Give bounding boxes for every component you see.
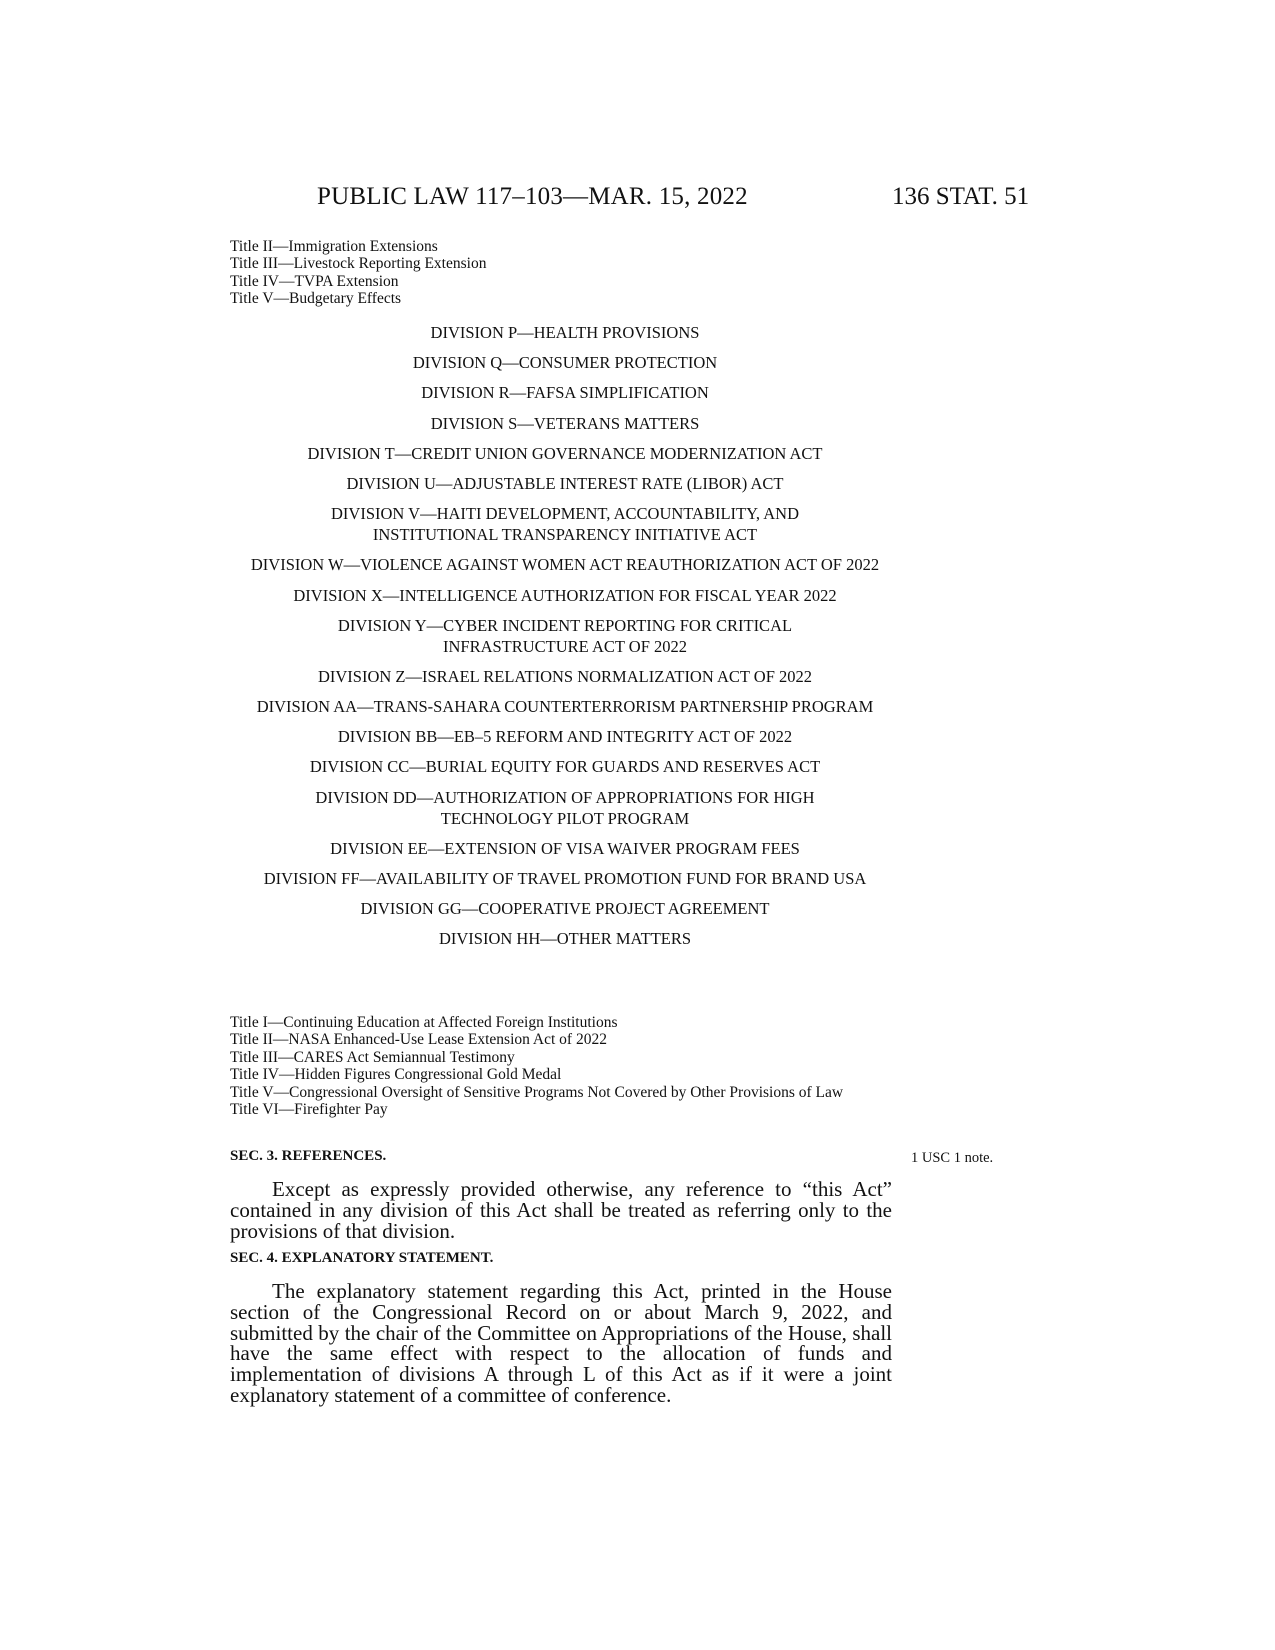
toc-item: Title V—Congressional Oversight of Sensitive Programs Not Covered by Other Provisions of Law [230,1083,844,1101]
division-heading: DIVISION Y—CYBER INCIDENT REPORTING FOR CRITICAL INFRASTRUCTURE ACT OF 2022 [337,615,793,656]
division-heading: DIVISION V—HAITI DEVELOPMENT, ACCOUNTABILITY, AND INSTITUTIONAL TRANSPARENCY INITIATIVE ACT [331,504,799,545]
toc-item: Title II—Immigration Extensions [230,238,438,255]
section-4-text: The explanatory statement regarding this Act, printed in the House section of the Congressional Record on or about March 9, 2022, and submitted by the chair of the Committee on Appropriations of the House, shall have the same effect with respect to the allocation of funds and implementation of divisions A through L of this Act as if it were a joint explanatory statement of a committee of conference. [230,1279,892,1407]
division-heading: DIVISION X—INTELLIGENCE AUTHORIZATION FOR FISCAL YEAR 2022 [293,585,837,605]
toc-titles-top [230,238,900,308]
division-heading: DIVISION DD—AUTHORIZATION OF APPROPRIATIONS FOR HIGH TECHNOLOGY PILOT PROGRAM [315,787,815,828]
division-heading: DIVISION FF—AVAILABILITY OF TRAVEL PROMOTION FUND FOR BRAND USA [263,869,867,888]
section-4-heading: SEC. 4. EXPLANATORY STATEMENT. [230,1250,494,1266]
section-3-heading: SEC. 3. REFERENCES. [230,1148,387,1164]
division-heading: DIVISION P—HEALTH PROVISIONS [430,323,700,342]
toc-item: Title III—Livestock Reporting Extension [230,255,487,273]
division-heading: DIVISION EE—EXTENSION OF VISA WAIVER PROGRAM FEES [330,838,800,858]
toc-titles-bottom [230,1014,900,1118]
section-3-text: Except as expressly provided otherwise, any reference to “this Act” contained in any division of this Act shall be treated as referring only to the provisions of that division. [230,1177,892,1243]
toc-item: Title IV—Hidden Figures Congressional Gold Medal [230,1066,562,1084]
division-heading: DIVISION Q—CONSUMER PROTECTION [412,353,718,373]
margin-note: 1 USC 1 note. [911,1150,994,1166]
stat-page-number: 136 STAT. 51 [892,183,1030,210]
division-heading: DIVISION S—VETERANS MATTERS [430,413,700,433]
toc-item: Title V—Budgetary Effects [230,290,402,308]
division-heading: DIVISION Z—ISRAEL RELATIONS NORMALIZATION ACT OF 2022 [317,666,813,686]
division-heading: DIVISION W—VIOLENCE AGAINST WOMEN ACT REAUTHORIZATION ACT OF 2022 [250,555,880,575]
division-heading: DIVISION BB—EB–5 REFORM AND INTEGRITY ACT OF 2022 [337,727,793,747]
division-heading: DIVISION HH—OTHER MATTERS [438,929,692,949]
toc-item: Title I—Continuing Education at Affected Foreign Institutions [230,1014,618,1031]
division-heading: DIVISION GG—COOPERATIVE PROJECT AGREEMENT [360,899,770,919]
toc-item: Title VI—Firefighter Pay [230,1101,388,1119]
division-heading: DIVISION AA—TRANS-SAHARA COUNTERTERRORISM PARTNERSHIP PROGRAM [256,697,874,717]
division-heading: DIVISION CC—BURIAL EQUITY FOR GUARDS AND RESERVES ACT [309,757,821,777]
page-title: PUBLIC LAW 117–103—MAR. 15, 2022 [317,183,748,210]
division-list [230,322,900,959]
toc-item: Title IV—TVPA Extension [230,272,399,290]
toc-item: Title III—CARES Act Semiannual Testimony [230,1048,515,1066]
division-heading: DIVISION R—FAFSA SIMPLIFICATION [421,383,709,403]
division-heading: DIVISION T—CREDIT UNION GOVERNANCE MODERNIZATION ACT [307,443,823,463]
toc-item: Title II—NASA Enhanced-Use Lease Extension Act of 2022 [230,1031,607,1049]
division-heading: DIVISION U—ADJUSTABLE INTEREST RATE (LIBOR) ACT [346,473,784,493]
